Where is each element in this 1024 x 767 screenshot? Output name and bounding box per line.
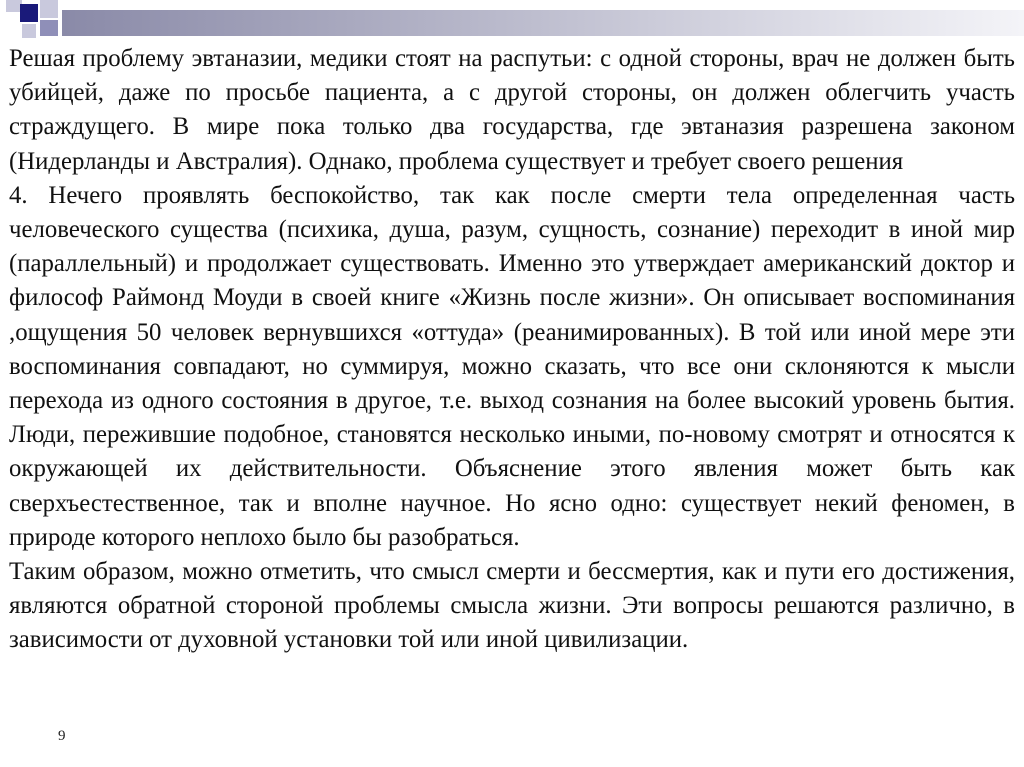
decor-square-icon — [40, 0, 58, 18]
paragraph-euthanasia: Решая проблему эвтаназии, медики стоят на распутьи: с одной стороны, врач не должен быть убийцей, даже по просьбе пациента, а с другой стороны, он должен облегчить участь страждущего. В мире пока только два государства, где эвтаназия разрешена законом (Нидерланды и Австралия). Однако, проблема существует и требует своего решения — [9, 45, 1015, 175]
decor-square-icon — [20, 4, 38, 22]
decor-square-icon — [22, 24, 36, 38]
paragraph-point-4: 4. Нечего проявлять беспокойство, так как после смерти тела определенная часть человеческого существа (психика, душа, разум, сущность, сознание) переходит в иной мир (параллельный) и продолжает существовать. Именно это утверждает американский доктор и философ Раймонд Моуди в своей книге «Жизнь после жизни». Он описывает воспоминания ,ощущения 50 человек вернувшихся «оттуда» (реанимированных). В той или иной мере эти воспоминания совпадают, но суммируя, можно сказать, что все они склоняются к мысли перехода из одного состояния в другое, т.е. выход сознания на более высокий уровень бытия. Люди, пережившие подобное, становятся несколько иными, по-новому смотрят и относятся к окружающей их действительности. Объяснение этого явления может быть как сверхъестественное, так и вполне научное. Но ясно одно: существует некий феномен, в природе которого неплохо было бы разобраться. — [9, 181, 1015, 551]
header-gradient-bar — [62, 10, 1024, 36]
slide-body-text — [9, 42, 1015, 658]
page-number: 9 — [58, 728, 66, 744]
paragraph-conclusion: Таким образом, можно отметить, что смысл смерти и бессмертия, как и пути его достижения, являются обратной стороной проблемы смысла жизни. Эти вопросы решаются различно, в зависимости от духовной установки той или иной цивилизации. — [9, 558, 1015, 654]
decor-square-icon — [40, 20, 58, 36]
